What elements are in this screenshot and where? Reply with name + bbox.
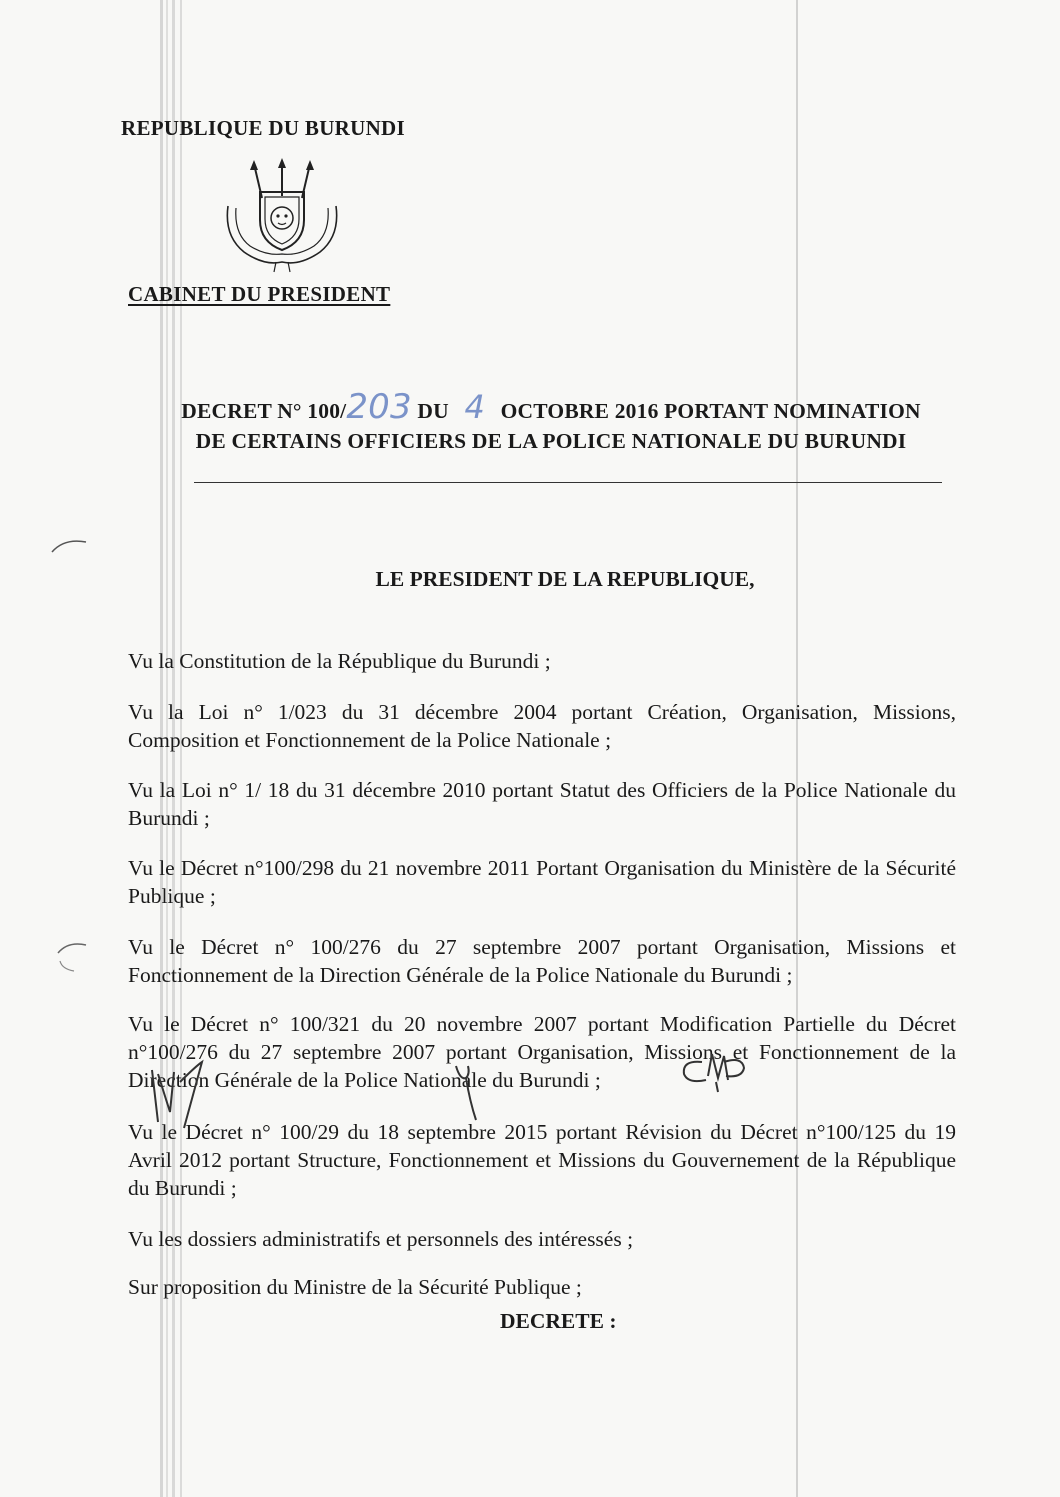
president-heading: LE PRESIDENT DE LA REPUBLIQUE,: [375, 567, 755, 591]
handwritten-day: 4: [464, 388, 486, 426]
consideration-item: Vu le Décret n° 100/276 du 27 septembre 2007 portant Organisation, Missions et Fonctionnement de la Direction Générale de la Police Nationale du Burundi ;: [128, 934, 956, 987]
decree-title-rest: OCTOBRE 2016 PORTANT NOMINATION: [500, 399, 921, 423]
decree-title-line-1: [120, 387, 982, 427]
title-divider: [194, 482, 942, 483]
consideration-item: Vu la Constitution de la République du Burundi ;: [128, 648, 551, 673]
consideration-item: Vu les dossiers administratifs et personnels des intéressés ;: [128, 1226, 634, 1251]
punch-hole-mark: [52, 935, 102, 985]
consideration-item: Sur proposition du Ministre de la Sécurité Publique ;: [128, 1274, 582, 1299]
consideration-item: Vu le Décret n°100/298 du 21 novembre 2011 Portant Organisation du Ministère de la Sécurité Publique ;: [128, 855, 956, 908]
consideration-item: Vu le Décret n° 100/321 du 20 novembre 2007 portant Modification Partielle du Décret n°100/276 du 27 septembre 2007 portant Organisation, Missions et Fonctionnement de la Direction Générale de la Police Nationale du Burundi ;: [128, 1011, 956, 1092]
decree-title: [120, 387, 982, 456]
decree-title-line-2: DE CERTAINS OFFICIERS DE LA POLICE NATIONALE DU BURUNDI: [195, 429, 907, 453]
handwritten-decree-number: 203: [346, 387, 412, 427]
decree-number-prefix: DECRET N° 100/: [181, 399, 347, 423]
cabinet-heading: CABINET DU PRESIDENT: [128, 282, 391, 306]
handwritten-initials-icon: [140, 1052, 210, 1132]
country-heading: REPUBLIQUE DU BURUNDI: [121, 116, 405, 140]
burundi-coat-of-arms-icon: [218, 158, 346, 281]
handwritten-initials-icon: [448, 1058, 488, 1128]
consideration-item: Vu la Loi n° 1/ 18 du 31 décembre 2010 portant Statut des Officiers de la Police Nationale du Burundi ;: [128, 777, 956, 830]
decrete-heading: DECRETE :: [500, 1309, 617, 1333]
decree-du: DU: [417, 399, 449, 423]
consideration-item: Vu la Loi n° 1/023 du 31 décembre 2004 portant Création, Organisation, Missions, Composition et Fonctionnement de la Police Nationale ;: [128, 699, 956, 752]
consideration-item: Vu le Décret n° 100/29 du 18 septembre 2015 portant Révision du Décret n°100/125 du 19 Avril 2012 portant Structure, Fonctionnement et Missions du Gouvernement de la République du Burundi ;: [128, 1119, 956, 1200]
punch-hole-mark: [44, 530, 94, 570]
handwritten-initials-icon: [672, 1048, 772, 1098]
